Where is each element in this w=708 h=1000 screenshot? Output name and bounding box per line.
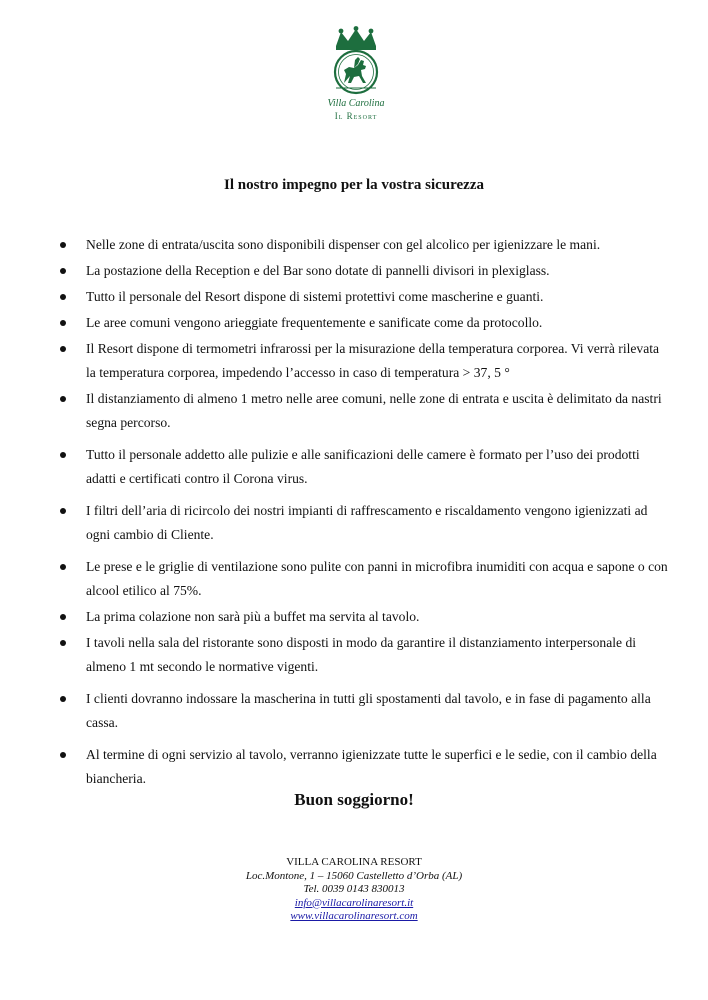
list-item-text: I clienti dovranno indossare la mascherina in tutti gli spostamenti dal tavolo, e in fase di pagamento alla cassa. (86, 691, 651, 730)
bullet-icon (60, 752, 66, 758)
list-item (60, 285, 670, 309)
list-item-text: Le aree comuni vengono arieggiate frequentemente e sanificate come da protocollo. (86, 315, 543, 330)
bullet-icon (60, 452, 66, 458)
list-item-text: Nelle zone di entrata/uscita sono disponibili dispenser con gel alcolico per igienizzare le mani. (86, 237, 601, 252)
list-item (60, 259, 670, 283)
list-item (60, 743, 670, 791)
list-item-text: Il distanziamento di almeno 1 metro nelle aree comuni, nelle zone di entrata e uscita è delimitato da nastri segna percorso. (86, 391, 662, 430)
bullet-icon (60, 696, 66, 702)
list-item (60, 443, 670, 491)
bullet-icon (60, 268, 66, 274)
list-item-text: La prima colazione non sarà più a buffet ma servita al tavolo. (86, 609, 420, 624)
bullet-icon (60, 346, 66, 352)
bullet-icon (60, 294, 66, 300)
list-item-text: I tavoli nella sala del ristorante sono disposti in modo da garantire il distanziamento interpersonale di almeno 1 mt secondo le normative vigenti. (86, 635, 637, 674)
crown-horseman-crest-icon (308, 26, 404, 98)
list-item (60, 687, 670, 735)
list-item-text: Al termine di ogni servizio al tavolo, verranno igienizzate tutte le superfici e le sedie, con il cambio della biancheria. (86, 747, 657, 786)
list-item (60, 337, 670, 385)
safety-measures-list (60, 233, 670, 791)
resort-phone: Tel. 0039 0143 830013 (303, 883, 405, 895)
list-item (60, 233, 670, 257)
bullet-icon (60, 564, 66, 570)
villa-carolina-logo (308, 26, 404, 126)
list-item (60, 311, 670, 335)
closing-greeting: Buon soggiorno! (294, 790, 414, 809)
list-item (60, 555, 670, 603)
logo-subtitle: Il Resort (334, 111, 378, 121)
list-item (60, 605, 670, 629)
list-item (60, 499, 670, 547)
list-item-text: La postazione della Reception e del Bar sono dotate di pannelli divisori in plexiglass. (86, 263, 550, 278)
list-item-text: Tutto il personale addetto alle pulizie e alle sanificazioni delle camere è formato per l’uso dei prodotti adatti e certificati contro il Corona virus. (86, 447, 640, 486)
bullet-icon (60, 320, 66, 326)
bullet-icon (60, 508, 66, 514)
list-item (60, 631, 670, 679)
email-link[interactable]: info@villacarolinaresort.it (294, 896, 414, 909)
bullet-icon (60, 614, 66, 620)
list-item-text: Il Resort dispone di termometri infrarossi per la misurazione della temperatura corporea. Vi verrà rilevata la temperatura corporea, impedendo l’accesso in caso di temperatura > 37, 5 ° (86, 341, 660, 380)
list-item-text: Le prese e le griglie di ventilazione sono pulite con panni in microfibra inumiditi con acqua e sapone o con alcool etilico al 75%. (86, 559, 668, 598)
bullet-icon (60, 640, 66, 646)
list-item-text: Tutto il personale del Resort dispone di sistemi protettivi come mascherine e guanti. (86, 289, 544, 304)
website-link[interactable]: www.villacarolinaresort.com (290, 910, 418, 922)
logo-script-text: Villa Carolina (327, 98, 385, 109)
document-title: Il nostro impegno per la vostra sicurezza (224, 177, 484, 193)
resort-address: Loc.Montone, 1 – 15060 Castelletto d’Orba (AL) (245, 869, 463, 882)
bullet-icon (60, 242, 66, 248)
bullet-icon (60, 396, 66, 402)
resort-name: VILLA CAROLINA RESORT (286, 856, 422, 868)
contact-footer (0, 856, 708, 924)
list-item-text: I filtri dell’aria di ricircolo dei nostri impianti di raffrescamento e riscaldamento vengono igienizzati ad ogni cambio di Cliente. (86, 503, 648, 542)
list-item (60, 387, 670, 435)
